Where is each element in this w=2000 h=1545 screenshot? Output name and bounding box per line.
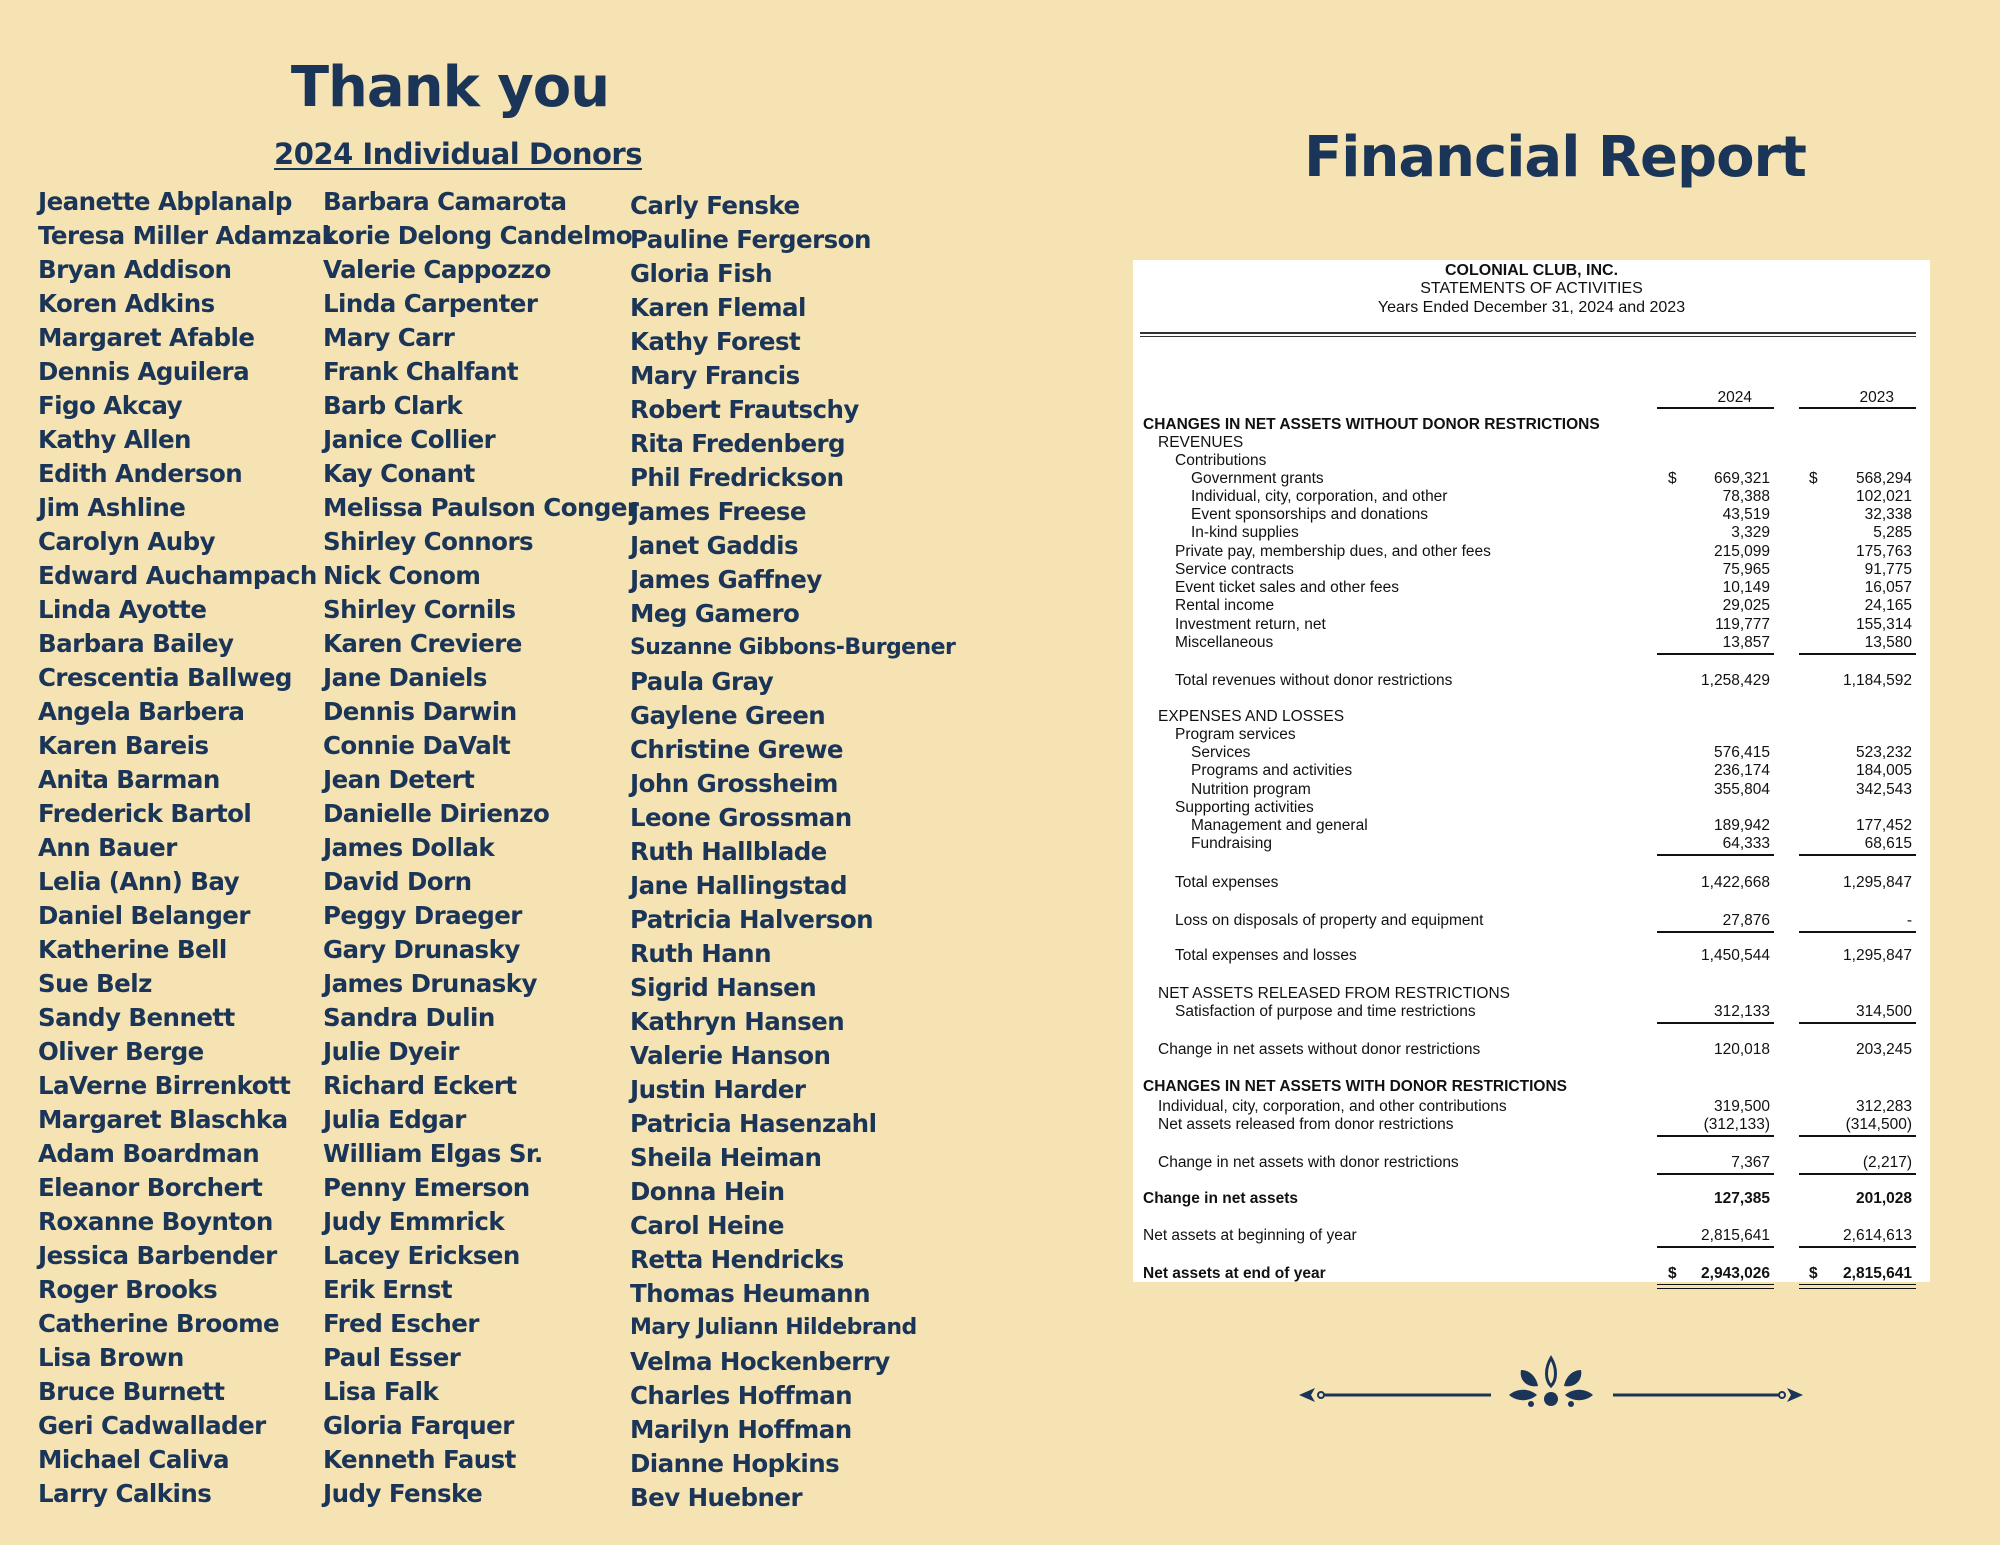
total-underline: [1799, 1135, 1916, 1137]
row-label: Services: [1191, 744, 1251, 761]
row-label: Event ticket sales and other fees: [1175, 579, 1400, 596]
value-2024: 64,333: [1722, 835, 1770, 852]
value-2024: 1,258,429: [1701, 672, 1770, 689]
row-label: Private pay, membership dues, and other fees: [1175, 543, 1491, 560]
row-label: Government grants: [1191, 470, 1324, 487]
statement-row: [1133, 1153, 1930, 1172]
donor-name: Kathy Allen: [38, 425, 191, 454]
value-2024: 43,519: [1722, 506, 1770, 523]
donor-name: Barbara Bailey: [38, 629, 234, 658]
donor-name: James Freese: [630, 497, 806, 526]
donor-name: Bev Huebner: [630, 1483, 802, 1512]
value-2023: 568,294: [1855, 470, 1912, 487]
total-underline: [1657, 1022, 1774, 1024]
donor-name: Figo Akcay: [38, 391, 183, 420]
donors-heading: 2024 Individual Donors: [274, 137, 642, 171]
donor-name: Carol Heine: [630, 1211, 784, 1240]
value-2024: 1,422,668: [1701, 874, 1770, 891]
statement-row: [1133, 1115, 1930, 1134]
statement-row: [1133, 505, 1930, 524]
donor-name: Roger Brooks: [38, 1275, 218, 1304]
statement-row: [1133, 451, 1930, 470]
donor-name: Janice Collier: [323, 425, 496, 454]
donor-name: Sandra Dulin: [323, 1003, 495, 1032]
donor-name: Karen Bareis: [38, 731, 209, 760]
donor-name: Shirley Cornils: [323, 595, 516, 624]
donor-name: Fred Escher: [323, 1309, 479, 1338]
value-2023: 201,028: [1855, 1190, 1912, 1207]
donor-name: Leone Grossman: [630, 803, 852, 832]
row-label: Net assets released from donor restrictions: [1158, 1116, 1454, 1133]
donor-name: Charles Hoffman: [630, 1381, 853, 1410]
donor-name: Bryan Addison: [38, 255, 232, 284]
donor-column-2: [323, 185, 639, 1511]
value-2024: 27,876: [1722, 912, 1770, 929]
statement-row: [1133, 415, 1930, 434]
donor-name: Jim Ashline: [38, 493, 186, 522]
donor-name: James Drunasky: [323, 969, 537, 998]
value-2023: (314,500): [1845, 1116, 1912, 1133]
row-label: REVENUES: [1158, 434, 1244, 451]
value-2024: 13,857: [1722, 634, 1770, 651]
donor-name: Bruce Burnett: [38, 1377, 225, 1406]
statement-period: Years Ended December 31, 2024 and 2023: [1377, 299, 1686, 316]
statement-row: [1133, 780, 1930, 799]
donor-name: Jane Daniels: [323, 663, 487, 692]
donor-name: Ruth Hann: [630, 939, 771, 968]
donor-name: Sue Belz: [38, 969, 152, 998]
statement-row: [1133, 542, 1930, 561]
donor-name: John Grossheim: [630, 769, 838, 798]
statement-name: STATEMENTS OF ACTIVITIES: [1420, 280, 1643, 297]
donor-name: Karen Flemal: [630, 293, 806, 322]
donor-name: Shirley Connors: [323, 527, 534, 556]
value-2023: (2,217): [1862, 1154, 1912, 1171]
row-label: Investment return, net: [1175, 616, 1326, 633]
total-underline: [1657, 931, 1774, 933]
donor-name: Pauline Fergerson: [630, 225, 871, 254]
total-underline: [1799, 1022, 1916, 1024]
total-underline: [1657, 854, 1774, 856]
row-label: CHANGES IN NET ASSETS WITHOUT DONOR RESTRICTIONS: [1143, 416, 1600, 433]
donor-name: Jessica Barbender: [38, 1241, 277, 1270]
donor-name: Velma Hockenberry: [630, 1347, 890, 1376]
donor-name: Suzanne Gibbons-Burgener: [630, 635, 956, 660]
statement-row: [1133, 1077, 1930, 1096]
row-label: In-kind supplies: [1191, 524, 1299, 541]
column-2023-underline: [1799, 407, 1916, 409]
donor-name: Kathy Forest: [630, 327, 801, 356]
donor-name: James Dollak: [323, 833, 495, 862]
donor-name: Patricia Hasenzahl: [630, 1109, 877, 1138]
statement-row: [1133, 834, 1930, 853]
donor-name: Lisa Falk: [323, 1377, 439, 1406]
total-underline: [1799, 854, 1916, 856]
value-2024: 576,415: [1713, 744, 1770, 761]
dollar-sign: $: [1668, 470, 1677, 487]
row-label: NET ASSETS RELEASED FROM RESTRICTIONS: [1158, 985, 1510, 1002]
donor-name: Carly Fenske: [630, 191, 800, 220]
donor-name: Nick Conom: [323, 561, 481, 590]
value-2023: 175,763: [1855, 543, 1912, 560]
total-underline: [1657, 1135, 1774, 1137]
donor-name: Robert Frautschy: [630, 395, 859, 424]
donor-name: Jeanette Abplanalp: [38, 187, 292, 216]
donor-name: Lorie Delong Candelmo: [323, 221, 633, 250]
value-2024: 215,099: [1713, 543, 1770, 560]
value-2024: 127,385: [1713, 1190, 1770, 1207]
statement-row: [1133, 911, 1930, 930]
donor-name: Justin Harder: [630, 1075, 806, 1104]
donor-name: William Elgas Sr.: [323, 1139, 543, 1168]
donor-name: Jane Hallingstad: [630, 871, 848, 900]
value-2023: 32,338: [1864, 506, 1912, 523]
header-rule: [1140, 332, 1916, 334]
donor-name: Julia Edgar: [323, 1105, 466, 1134]
value-2023: 24,165: [1864, 597, 1912, 614]
row-label: Nutrition program: [1191, 781, 1311, 798]
donor-name: Judy Emmrick: [323, 1207, 505, 1236]
statement-org: COLONIAL CLUB, INC.: [1444, 262, 1619, 279]
dollar-sign: $: [1809, 470, 1818, 487]
column-2024-underline: [1657, 407, 1774, 409]
value-2023: 342,543: [1855, 781, 1912, 798]
donor-name: Marilyn Hoffman: [630, 1415, 852, 1444]
donor-name: Barbara Camarota: [323, 187, 567, 216]
value-2023: 312,283: [1855, 1098, 1912, 1115]
value-2023: 523,232: [1855, 744, 1912, 761]
donor-name: Frank Chalfant: [323, 357, 519, 386]
total-underline: [1657, 1246, 1774, 1248]
donor-name: Ruth Hallblade: [630, 837, 827, 866]
donor-name: Gary Drunasky: [323, 935, 520, 964]
donor-name: Kay Conant: [323, 459, 475, 488]
donor-name: Dennis Darwin: [323, 697, 517, 726]
donor-name: Koren Adkins: [38, 289, 215, 318]
statement-row: [1133, 469, 1930, 488]
donor-name: Linda Ayotte: [38, 595, 207, 624]
statement-row: [1133, 984, 1930, 1003]
value-2023: 102,021: [1855, 488, 1912, 505]
donor-name: Teresa Miller Adamzak: [38, 221, 338, 250]
value-2023: 184,005: [1855, 762, 1912, 779]
row-label: Rental income: [1175, 597, 1275, 614]
column-2024: 2024: [1717, 389, 1752, 406]
row-label: Fundraising: [1191, 835, 1272, 852]
donor-name: Eleanor Borchert: [38, 1173, 263, 1202]
value-2024: 2,943,026: [1701, 1265, 1770, 1282]
row-label: Total revenues without donor restrictions: [1175, 672, 1453, 689]
value-2024: (312,133): [1703, 1116, 1770, 1133]
row-label: Individual, city, corporation, and other contributions: [1158, 1098, 1507, 1115]
row-label: Net assets at beginning of year: [1143, 1227, 1357, 1244]
donor-name: Donna Hein: [630, 1177, 785, 1206]
row-label: Total expenses and losses: [1175, 947, 1357, 964]
donor-name: Valerie Hanson: [630, 1041, 831, 1070]
row-label: Service contracts: [1175, 561, 1294, 578]
statement-row: [1133, 816, 1930, 835]
donor-name: Paul Esser: [323, 1343, 461, 1372]
statement-row: [1133, 1226, 1930, 1245]
donor-name: David Dorn: [323, 867, 472, 896]
donor-name: Julie Dyeir: [323, 1037, 459, 1066]
statement-row: [1133, 798, 1930, 817]
statement-row: [1133, 725, 1930, 744]
total-underline: [1799, 931, 1916, 933]
statement-row: [1133, 578, 1930, 597]
value-2024: 355,804: [1713, 781, 1770, 798]
donor-name: Catherine Broome: [38, 1309, 280, 1338]
donor-name: Christine Grewe: [630, 735, 843, 764]
donor-column-1: [38, 185, 338, 1511]
donor-name: Karen Creviere: [323, 629, 522, 658]
statement-row: [1133, 743, 1930, 762]
row-label: EXPENSES AND LOSSES: [1158, 708, 1345, 725]
value-2024: 7,367: [1731, 1154, 1770, 1171]
decorative-divider-icon: [1295, 1350, 1807, 1410]
value-2023: 177,452: [1855, 817, 1912, 834]
donor-name: Paula Gray: [630, 667, 774, 696]
donor-name: Linda Carpenter: [323, 289, 538, 318]
value-2023: 13,580: [1864, 634, 1912, 651]
row-label: Supporting activities: [1175, 799, 1314, 816]
value-2024: 189,942: [1713, 817, 1770, 834]
donor-name: Meg Gamero: [630, 599, 800, 628]
value-2023: 155,314: [1855, 616, 1912, 633]
total-underline: [1799, 1173, 1916, 1175]
donor-name: Margaret Afable: [38, 323, 255, 352]
total-underline: [1657, 653, 1774, 655]
donor-name: Carolyn Auby: [38, 527, 216, 556]
value-2023: -: [1906, 912, 1912, 929]
statement-row: [1133, 487, 1930, 506]
donor-name: Dianne Hopkins: [630, 1449, 840, 1478]
donor-name: Gloria Fish: [630, 259, 772, 288]
double-underline: [1657, 1284, 1774, 1289]
statement-row: [1133, 1040, 1930, 1059]
value-2024: 120,018: [1713, 1041, 1770, 1058]
donor-name: Peggy Draeger: [323, 901, 522, 930]
donor-name: Melissa Paulson Conger: [323, 493, 639, 522]
row-label: Loss on disposals of property and equipment: [1175, 912, 1484, 929]
value-2024: 2,815,641: [1701, 1227, 1770, 1244]
value-2024: 1,450,544: [1701, 947, 1770, 964]
donor-name: Rita Fredenberg: [630, 429, 846, 458]
donor-name: Erik Ernst: [323, 1275, 453, 1304]
column-2023: 2023: [1859, 389, 1894, 406]
donor-name: Sandy Bennett: [38, 1003, 235, 1032]
statement-row: [1133, 1189, 1930, 1208]
donor-name: Mary Juliann Hildebrand: [630, 1315, 917, 1340]
row-label: Change in net assets without donor restrictions: [1158, 1041, 1481, 1058]
donor-name: Margaret Blaschka: [38, 1105, 288, 1134]
donor-name: Danielle Dirienzo: [323, 799, 550, 828]
column-headers: [1133, 388, 1930, 407]
donor-name: Oliver Berge: [38, 1037, 204, 1066]
donor-column-3: [630, 189, 960, 1515]
row-label: Programs and activities: [1191, 762, 1353, 779]
donor-name: LaVerne Birrenkott: [38, 1071, 291, 1100]
donor-name: Thomas Heumann: [630, 1279, 870, 1308]
double-underline: [1799, 1284, 1916, 1289]
row-label: Total expenses: [1175, 874, 1279, 891]
donor-name: Retta Hendricks: [630, 1245, 844, 1274]
statement-row: [1133, 761, 1930, 780]
donor-name: Michael Caliva: [38, 1445, 229, 1474]
value-2023: 1,295,847: [1843, 947, 1912, 964]
row-label: Management and general: [1191, 817, 1368, 834]
donor-name: Dennis Aguilera: [38, 357, 250, 386]
donor-name: Gloria Farquer: [323, 1411, 514, 1440]
value-2023: 91,775: [1864, 561, 1912, 578]
value-2023: 2,614,613: [1843, 1227, 1912, 1244]
donor-name: Frederick Bartol: [38, 799, 252, 828]
donor-name: Lacey Ericksen: [323, 1241, 520, 1270]
value-2023: 203,245: [1855, 1041, 1912, 1058]
value-2023: 1,295,847: [1843, 874, 1912, 891]
row-label: Event sponsorships and donations: [1191, 506, 1428, 523]
statement-row: [1133, 873, 1930, 892]
donor-name: Lelia (Ann) Bay: [38, 867, 240, 896]
donor-name: Kenneth Faust: [323, 1445, 516, 1474]
donor-name: Phil Fredrickson: [630, 463, 844, 492]
donor-name: Ann Bauer: [38, 833, 177, 862]
total-underline: [1799, 653, 1916, 655]
row-label: Change in net assets with donor restrictions: [1158, 1154, 1459, 1171]
statement-row: [1133, 596, 1930, 615]
value-2024: 10,149: [1722, 579, 1770, 596]
row-label: Net assets at end of year: [1143, 1265, 1326, 1282]
row-label: Miscellaneous: [1175, 634, 1274, 651]
value-2024: 78,388: [1722, 488, 1770, 505]
donor-name: Sigrid Hansen: [630, 973, 817, 1002]
donor-name: Edward Auchampach: [38, 561, 317, 590]
value-2023: 2,815,641: [1843, 1265, 1912, 1282]
donor-name: Richard Eckert: [323, 1071, 517, 1100]
thank-you-title: Thank you: [290, 55, 610, 120]
donor-name: Angela Barbera: [38, 697, 245, 726]
donor-name: Geri Cadwallader: [38, 1411, 266, 1440]
statement-row: [1133, 671, 1930, 690]
dollar-sign: $: [1809, 1265, 1818, 1282]
donor-name: Adam Boardman: [38, 1139, 260, 1168]
donor-name: Jean Detert: [323, 765, 475, 794]
donor-name: Barb Clark: [323, 391, 463, 420]
donor-name: Mary Francis: [630, 361, 800, 390]
statement-row: [1133, 1264, 1930, 1283]
value-2024: 29,025: [1722, 597, 1770, 614]
header-rule-2: [1140, 336, 1916, 337]
statement-row: [1133, 1097, 1930, 1116]
donor-name: Katherine Bell: [38, 935, 227, 964]
donor-name: Connie DaValt: [323, 731, 511, 760]
donor-name: Crescentia Ballweg: [38, 663, 292, 692]
value-2024: 3,329: [1731, 524, 1770, 541]
donor-name: Valerie Cappozzo: [323, 255, 551, 284]
value-2023: 16,057: [1864, 579, 1912, 596]
statement-row: [1133, 523, 1930, 542]
statement-row: [1133, 633, 1930, 652]
donor-name: Edith Anderson: [38, 459, 243, 488]
value-2023: 1,184,592: [1843, 672, 1912, 689]
value-2024: 669,321: [1713, 470, 1770, 487]
value-2024: 319,500: [1713, 1098, 1770, 1115]
row-label: CHANGES IN NET ASSETS WITH DONOR RESTRICTIONS: [1143, 1078, 1567, 1095]
statement-row: [1133, 615, 1930, 634]
donor-name: Roxanne Boynton: [38, 1207, 273, 1236]
donor-name: Anita Barman: [38, 765, 220, 794]
donor-name: Janet Gaddis: [630, 531, 799, 560]
value-2024: 236,174: [1713, 762, 1770, 779]
row-label: Program services: [1175, 726, 1296, 743]
donor-name: Mary Carr: [323, 323, 455, 352]
statement-of-activities: [1133, 260, 1930, 1282]
value-2024: 75,965: [1722, 561, 1770, 578]
donor-name: Daniel Belanger: [38, 901, 250, 930]
value-2024: 119,777: [1715, 616, 1770, 633]
donor-name: Judy Fenske: [323, 1479, 483, 1508]
donor-name: James Gaffney: [630, 565, 822, 594]
donor-name: Gaylene Green: [630, 701, 826, 730]
donor-name: Lisa Brown: [38, 1343, 184, 1372]
row-label: Change in net assets: [1143, 1190, 1299, 1207]
dollar-sign: $: [1668, 1265, 1677, 1282]
statement-row: [1133, 433, 1930, 452]
value-2023: 314,500: [1855, 1003, 1912, 1020]
donor-name: Larry Calkins: [38, 1479, 212, 1508]
value-2023: 68,615: [1864, 835, 1912, 852]
row-label: Satisfaction of purpose and time restrictions: [1175, 1003, 1476, 1020]
donor-name: Kathryn Hansen: [630, 1007, 845, 1036]
statement-row: [1133, 707, 1930, 726]
donor-name: Penny Emerson: [323, 1173, 530, 1202]
statement-row: [1133, 946, 1930, 965]
donor-name: Patricia Halverson: [630, 905, 874, 934]
value-2023: 5,285: [1873, 524, 1912, 541]
row-label: Individual, city, corporation, and other: [1191, 488, 1448, 505]
total-underline: [1657, 1173, 1774, 1175]
total-underline: [1799, 1246, 1916, 1248]
row-label: Contributions: [1175, 452, 1267, 469]
statement-row: [1133, 560, 1930, 579]
statement-row: [1133, 1002, 1930, 1021]
donor-name: Sheila Heiman: [630, 1143, 822, 1172]
value-2024: 312,133: [1713, 1003, 1770, 1020]
financial-report-title: Financial Report: [1304, 125, 1806, 190]
